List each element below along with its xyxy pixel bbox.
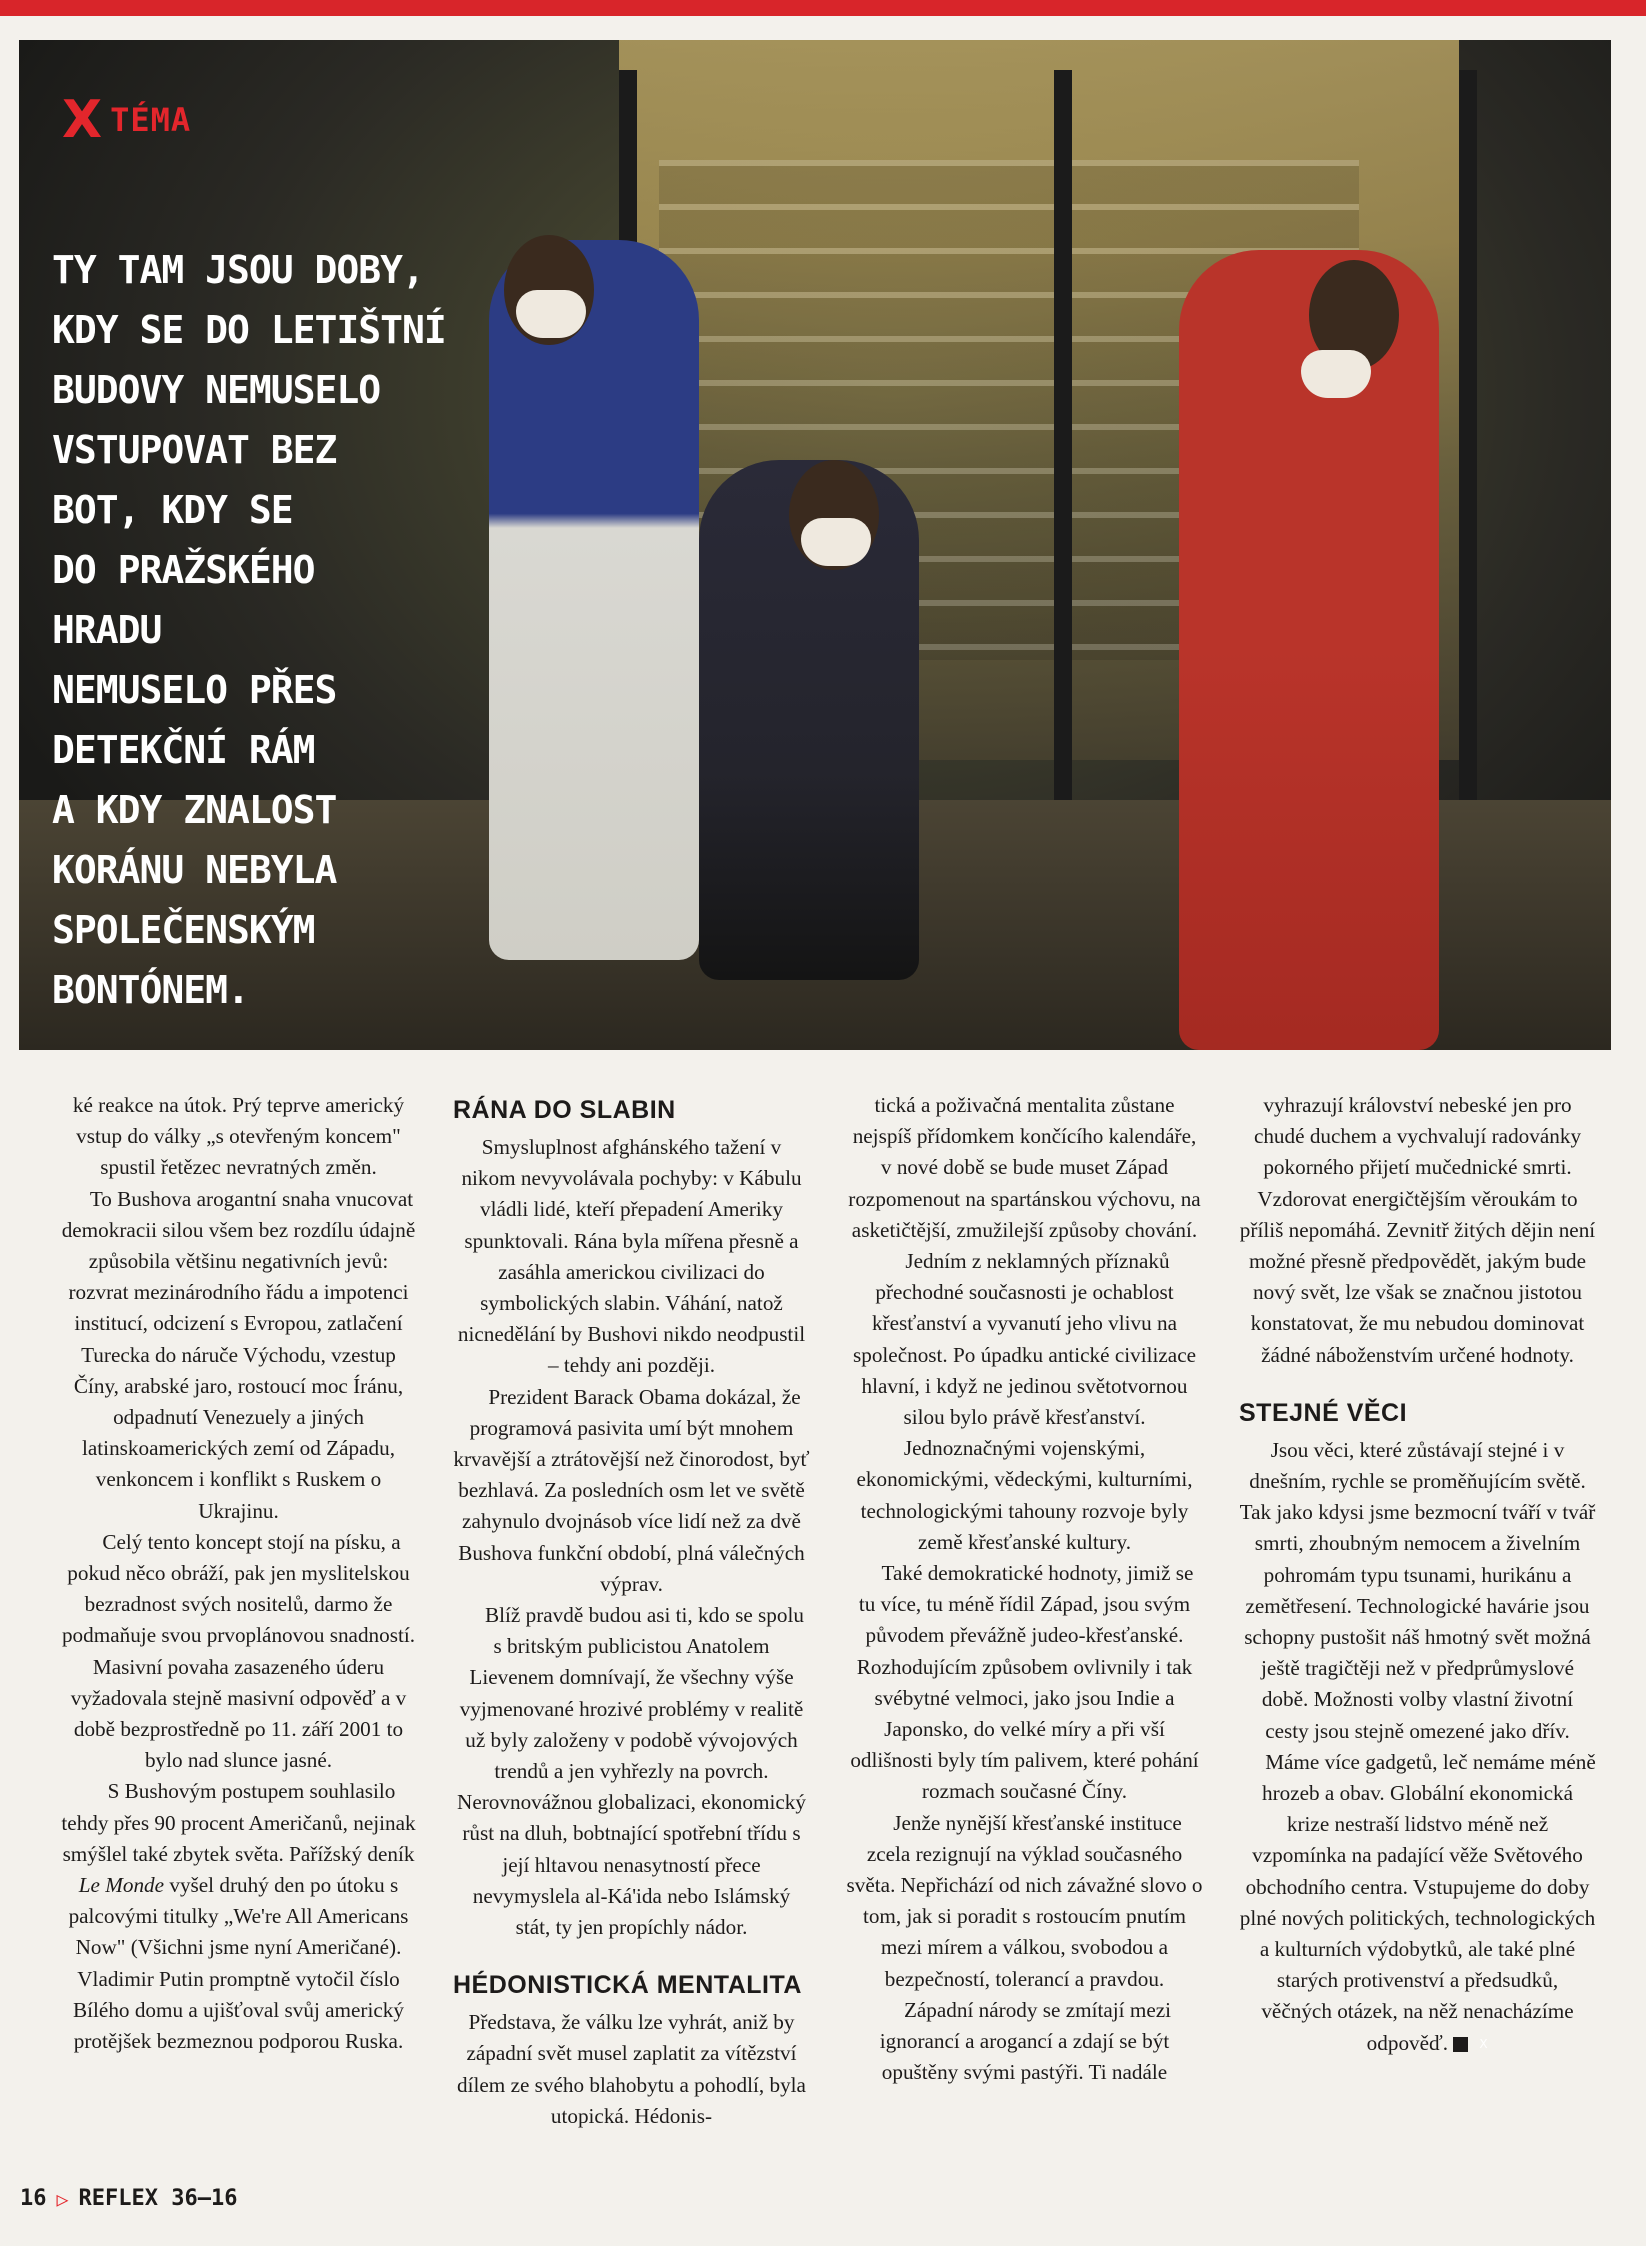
- headline-line: A KDY ZNALOST: [52, 788, 337, 832]
- headline-line: BUDOVY NEMUSELO: [52, 368, 381, 412]
- paragraph: tická a poživačná mentalita zůstane nejspíš přídomkem končícího kalendáře, v nové době se bude muset Západ rozpomenout na spartánskou výchovu, na asketičtější, zmužilejší způsoby chování.: [848, 1093, 1201, 1242]
- headline-line: DO PRAŽSKÉHO: [52, 548, 315, 592]
- section-x-icon: X: [62, 90, 103, 150]
- headline-line: VSTUPOVAT BEZ: [52, 428, 337, 472]
- top-red-bar: [0, 0, 1646, 16]
- paragraph: Představa, že válku lze vyhrát, aniž by západní svět musel zaplatit za vítězství dílem ze svého blahobytu a pohodlí, byla utopická. Hédonis-: [457, 2010, 806, 2128]
- paragraph: Celý tento koncept stojí na písku, a pokud něco obráží, pak jen myslitelskou bezradnost svých nositelů, darmo že podmaňuje svou prvoplánovou snadností. Masivní povaha zasazeného úderu vyžadovala stejně masivní odpověď a v době bezprostředně po 11. září 2001 to bylo nad slunce jasné.: [61, 1529, 416, 1773]
- headline-line: BONTÓNEM.: [52, 968, 249, 1012]
- article-column-2: [453, 1090, 810, 2130]
- headline-line: DETEKČNÍ RÁM: [52, 728, 315, 772]
- paragraph: Jenže nynější křesťanské instituce zcela rezignují na výklad současného světa. Nepřichází od nich závažné slovo o tom, jak si poradit s rostoucím pnutím mezi mírem a válkou, svobodou a bezpečností, tolerancí a pravdou.: [846, 1810, 1203, 1991]
- page-number: 16: [20, 2186, 47, 2211]
- article-column-4: [1239, 1090, 1596, 2130]
- text-run: Máme více gadgetů, leč nemáme méně hrozeb a obav. Globální ekonomická krize nestraší lidstvo méně než vzpomínka na padající věže Světového obchodního centra. Vstupujeme do doby plné nových politických, technologických a kulturních výdobytků, ale také plné starých protivenství a předsudků, věčných otázek, na něž nenacházíme odpověď.: [1239, 1749, 1596, 2055]
- person-middle-mask: [801, 518, 871, 566]
- article-column-3: [846, 1090, 1203, 2130]
- paragraph: Také demokratické hodnoty, jimiž se tu více, tu méně řídil Západ, jsou svým původem převážně judeo-křesťanské. Rozhodujícím způsobem ovlivnily i tak svébytné velmoci, jako jsou Indie a Japonsko, do velké míry a při vší odlišnosti byly tím palivem, které pohání rozmach současné Číny.: [850, 1561, 1199, 1804]
- text-run: S Bushovým postupem souhlasilo tehdy přes 90 procent Američanů, nejinak smýšlel také zbytek světa. Pařížský deník: [61, 1779, 416, 1866]
- paragraph: Jedním z neklamných příznaků přechodné současnosti je ochablost křesťanství a vyvanutí jeho vlivu na společnost. Po úpadku antické civilizace hlavní, i když ne jedinou světotvornou silou bylo právě křesťanství. Jednoznačnými vojenskými, ekonomickými, vědeckými, kulturními, technologickými tahouny rozvoje byly země křesťanské kultury.: [852, 1249, 1196, 1554]
- article-column-1: [60, 1090, 417, 2130]
- triangle-arrow-icon: ▷: [56, 2186, 69, 2211]
- paragraph: [1239, 1747, 1596, 2059]
- section-title: TÉMA: [110, 101, 192, 139]
- subheading: STEJNÉ VĚCI: [1239, 1398, 1408, 1427]
- paragraph: [60, 1776, 417, 2057]
- headline-line: TY TAM JSOU DOBY,: [52, 248, 424, 292]
- headline-line: BOT, KDY SE: [52, 488, 293, 532]
- page-footer: [20, 2186, 238, 2211]
- text-run: vyšel druhý den po útoku s palcovými titulky „We're All Americans Now" (Všichni jsme nyní Američané). Vladimir Putin promptně vytočil číslo Bílého domu a ujišťoval svůj americký protějšek bezmeznou podporou Ruska.: [68, 1873, 409, 2054]
- paragraph: vyhrazují království nebeské jen pro chudé duchem a vychvalují radovánky pokorného přijetí mučednické smrti. Vzdorovat energičtějším věroukám to příliš nepomáhá. Zevnitř žitých dějin není možné přesně předpovědět, jakým bude nový svět, lze však se značnou jistotou konstatovat, že mu nebudou dominovat žádné náboženstvím určené hodnoty.: [1239, 1093, 1596, 1367]
- paragraph: Jsou věci, které zůstávají stejné i v dnešním, rychle se proměňujícím světě. Tak jako kdysi jsme bezmocní tváří v tvář smrti, zhoubným nemocem a živelním pohromám typu tsunami, hurikánu a zemětřesení. Technologické havárie jsou schopny pustošit náš hmotný svět možná ještě tragičtěji než v předprůmyslové době. Možnosti volby vlastní životní cesty jsou stejně omezené jako dřív.: [1239, 1437, 1596, 1743]
- paragraph: Prezident Barack Obama dokázal, že programová pasivita umí být mnohem krvavější a ztrátovější než činorodost, byť bezhlavá. Za posledních osm let ve světě zahynulo dvojnásob více lidí než za dvě Bushova funkční období, plná válečných výprav.: [453, 1384, 810, 1596]
- paragraph: To Bushova arogantní snaha vnucovat demokracii silou všem bez rozdílu údajně způsobila většinu negativních jevů: rozvrat mezinárodního řádu a impotenci institucí, odcizení s Evropou, zatlačení Turecka do náruče Východu, vzestup Číny, arabské jaro, rostoucí moc Íránu, odpadnutí Venezuely a jiných latinskoamerických zemí od Západu, venkoncem i konflikt s Ruskem o Ukrajinu.: [61, 1186, 416, 1523]
- headline-quote: [52, 240, 472, 1020]
- headline-line: SPOLEČENSKÝM: [52, 908, 315, 952]
- paragraph: Blíž pravdě budou asi ti, kdo se spolu s britským publicistou Anatolem Lievenem domnívají, že všechny výše vyjmenované hrozivé problémy v realitě už byly založeny v podobě vývojových trendů a jen vyhřezly na povrch. Nerovnovážnou globalizaci, ekonomický růst na dluh, bobtnající spotřební třídu s její hltavou nenasytností přece nevymyslela al-Ká'ida nebo Islámský stát, ty jen propíchly nádor.: [457, 1603, 806, 1940]
- section-label: [62, 90, 192, 150]
- newspaper-name: Le Monde: [78, 1873, 165, 1898]
- headline-line: KORÁNU NEBYLA: [52, 848, 337, 892]
- subheading: HÉDONISTICKÁ MENTALITA: [453, 1971, 802, 2000]
- person-standing-left: [489, 240, 699, 960]
- end-mark-icon: X: [1453, 2037, 1468, 2052]
- person-left-mask: [516, 290, 586, 338]
- headline-line: HRADU: [52, 608, 162, 652]
- subheading: RÁNA DO SLABIN: [453, 1096, 676, 1124]
- article-body: [60, 1090, 1600, 2130]
- paragraph: Západní národy se zmítají mezi ignorancí a arogancí a zdají se být opuštěny svými pastýři. Ti nadále: [879, 1997, 1172, 2085]
- person-right-mask: [1301, 350, 1371, 398]
- paragraph: Smysluplnost afghánského tažení v nikom nevyvolávala pochyby: v Kábulu vládli lidé, kteří přepadení Ameriky spunktovali. Rána byla mířena přesně a zasáhla americkou civilizaci do symbolických slabin. Váhání, natož nicnedělání by Bushovi nikdo neodpustil – tehdy ani později.: [457, 1135, 806, 1378]
- magazine-issue: REFLEX 36–16: [78, 2186, 238, 2211]
- paragraph: ké reakce na útok. Prý teprve americký vstup do války „s otevřeným koncem" spustil řetězec nevratných změn.: [72, 1093, 405, 1180]
- headline-line: NEMUSELO PŘES: [52, 668, 337, 712]
- headline-line: KDY SE DO LETIŠTNÍ: [52, 308, 446, 352]
